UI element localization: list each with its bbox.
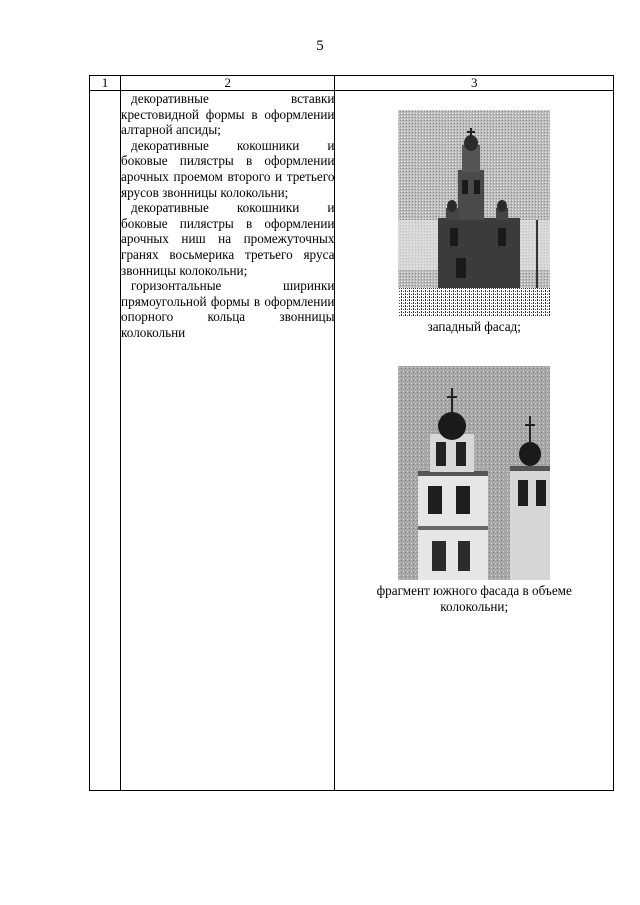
photo-cell bbox=[335, 91, 614, 791]
page-number: 5 bbox=[316, 38, 324, 54]
header-col-3: 3 bbox=[335, 76, 614, 91]
description-cell bbox=[121, 91, 335, 791]
description-item: декоративные кокошники и боковые пилястры в оформлении арочных проемом второго и третьего ярусов звонницы колокольни; bbox=[121, 137, 335, 200]
photo-caption: фрагмент южного фасада в объеме колокольни; bbox=[376, 583, 572, 614]
south-facade-fragment-photo bbox=[398, 366, 550, 580]
west-facade-photo bbox=[398, 110, 550, 316]
header-col-1: 1 bbox=[90, 76, 121, 91]
table-body-row bbox=[90, 91, 614, 791]
description-item: горизонтальные ширинки прямоугольной формы в оформлении опорного кольца звонницы колокольни bbox=[121, 278, 335, 340]
document-table bbox=[89, 75, 614, 791]
table-header-row bbox=[90, 76, 614, 91]
description-item: декоративные вставки крестовидной формы в оформлении алтарной апсиды; bbox=[121, 91, 335, 138]
header-col-2: 2 bbox=[121, 76, 335, 91]
description-item: декоративные кокошники и боковые пилястры в оформлении арочных ниш на промежуточных гранях восьмерика третьего яруса звонницы колокольни; bbox=[121, 200, 335, 278]
photo-caption: западный фасад; bbox=[427, 319, 521, 334]
row-number-cell bbox=[90, 91, 121, 791]
